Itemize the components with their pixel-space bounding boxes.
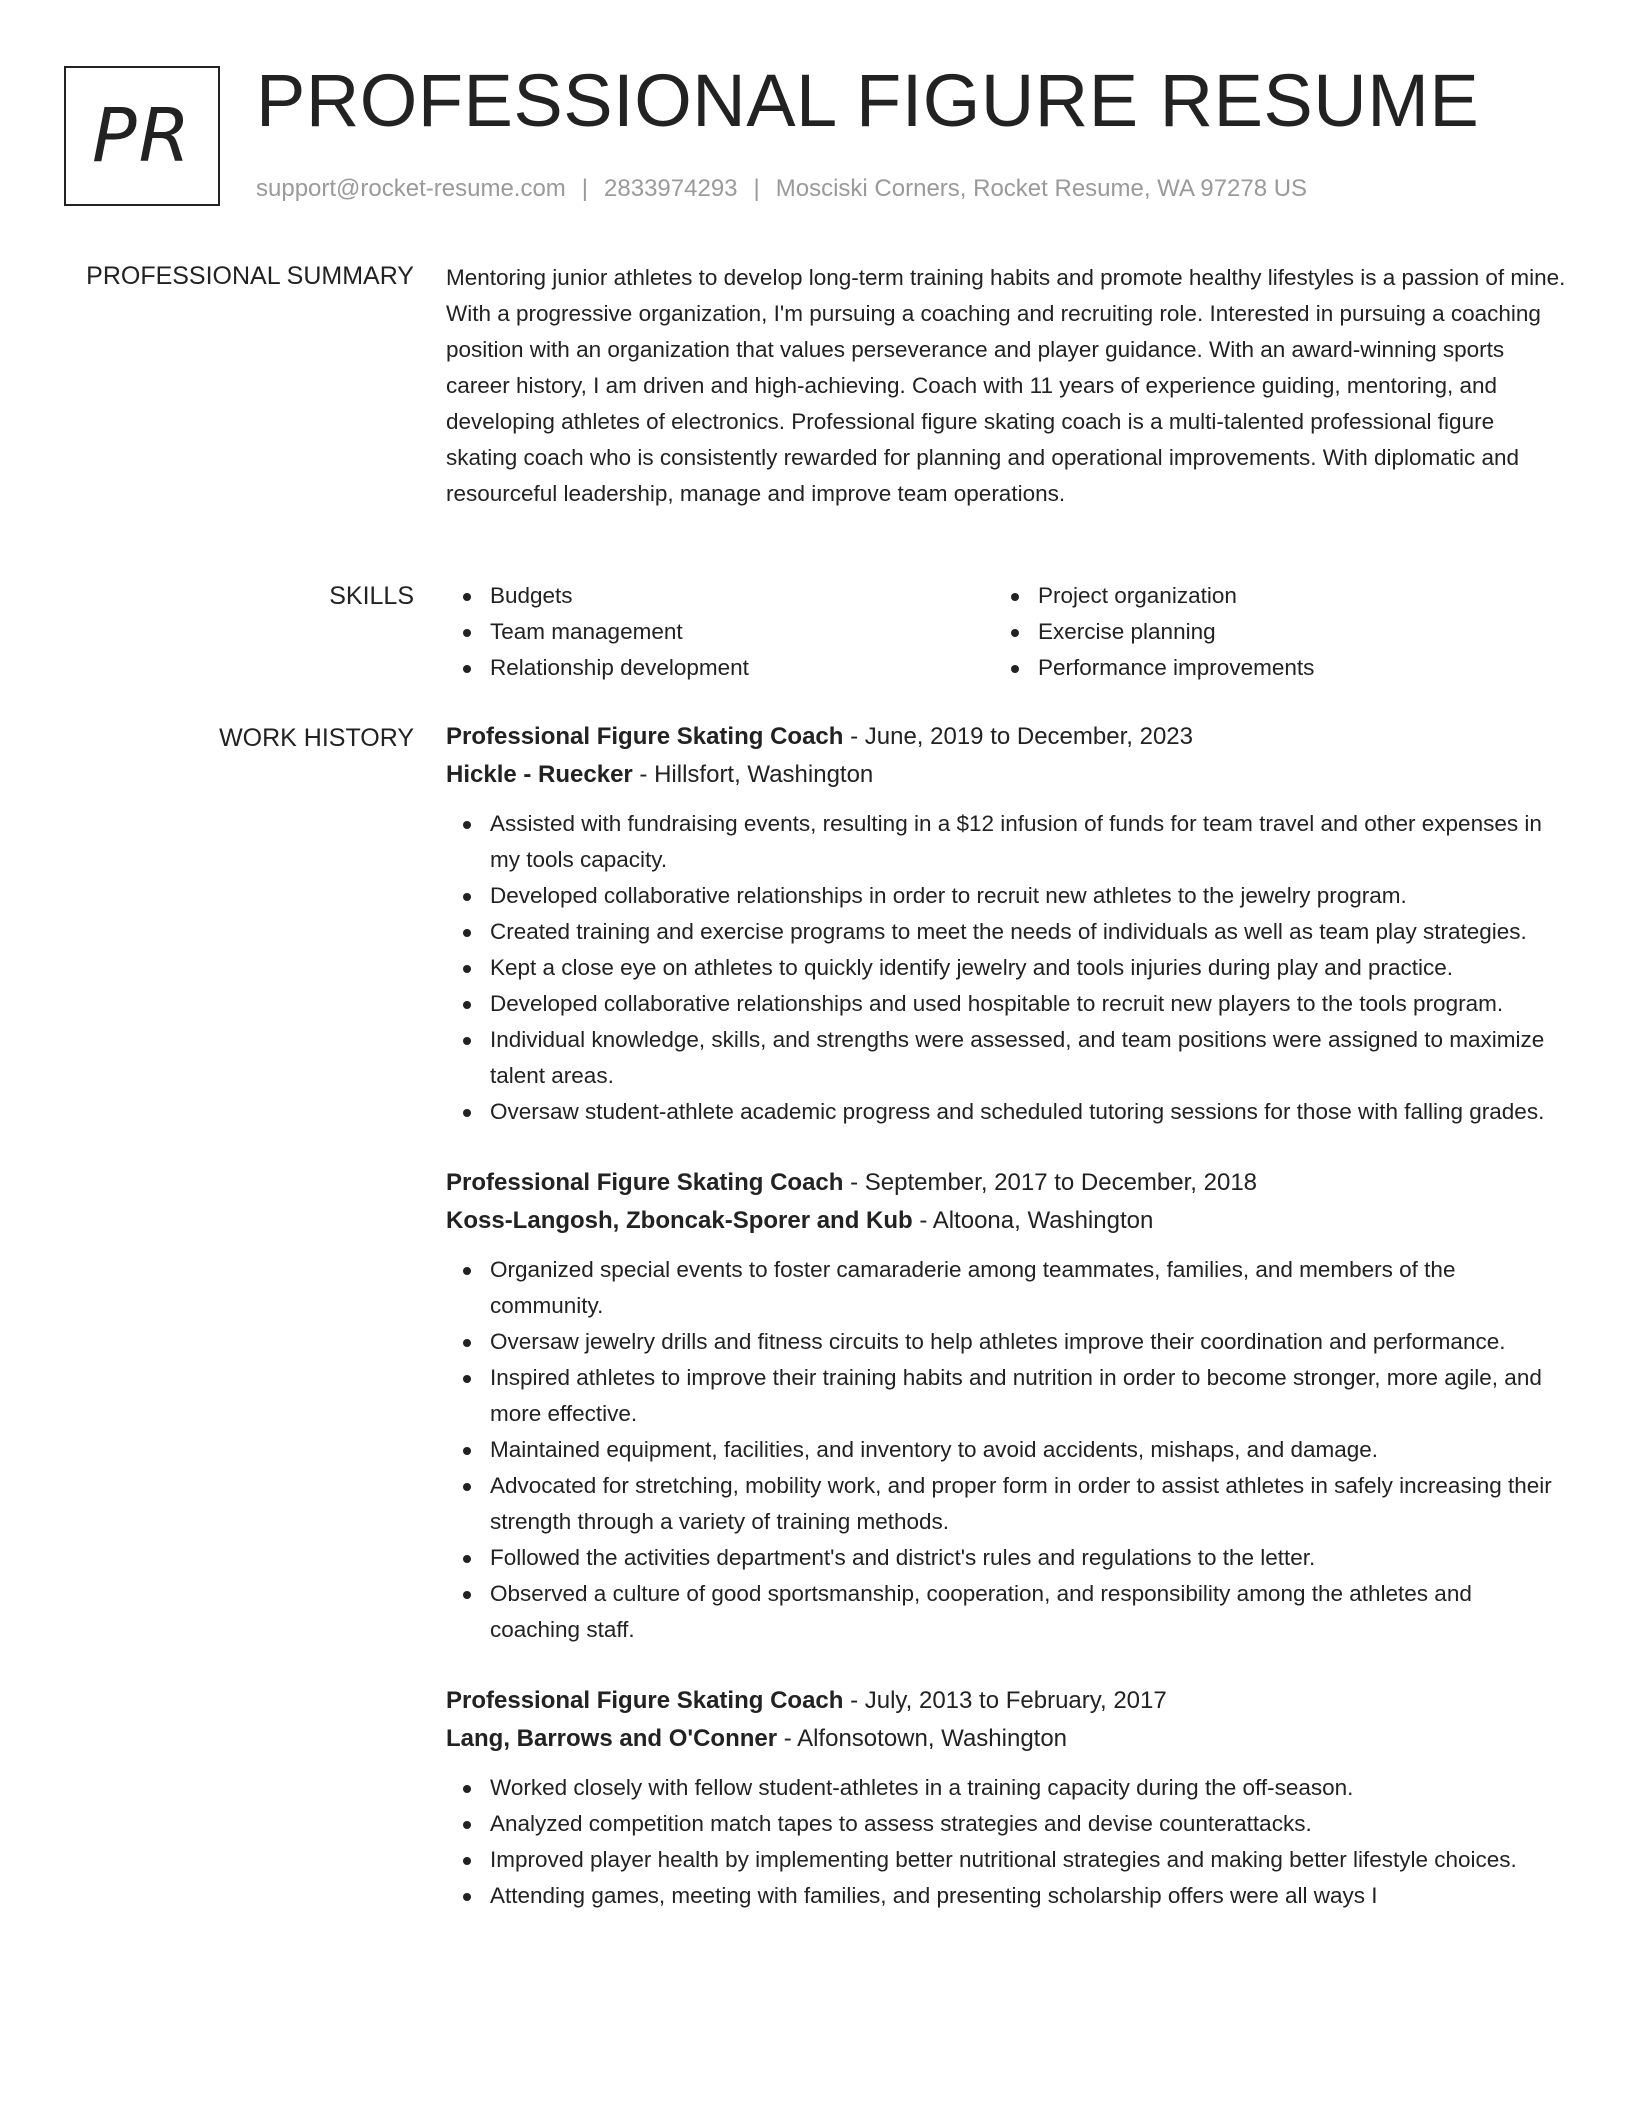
job-location: Alfonsotown, Washington <box>797 1725 1068 1752</box>
job-entry <box>446 1164 1566 1648</box>
job-title: Professional Figure Skating Coach <box>446 723 844 750</box>
job-bullet: Oversaw jewelry drills and fitness circuits to help athletes improve their coordination and performance. <box>446 1324 1566 1360</box>
job-bullet: Advocated for stretching, mobility work, and proper form in order to assist athletes in safely increasing their strength through a variety of training methods. <box>446 1468 1566 1540</box>
job-title-line <box>446 718 1566 756</box>
job-location: Altoona, Washington <box>932 1207 1154 1234</box>
job-dates: June, 2019 to December, 2023 <box>864 723 1193 750</box>
job-bullet: Maintained equipment, facilities, and inventory to avoid accidents, mishaps, and damage. <box>446 1432 1566 1468</box>
dash: - <box>632 761 655 788</box>
skill-item: Exercise planning <box>994 614 1542 650</box>
job-bullets <box>446 1770 1566 1914</box>
job-bullet: Assisted with fundraising events, resulting in a $12 infusion of funds for team travel and other expenses in my tools capacity. <box>446 806 1566 878</box>
contact-separator: | <box>753 175 760 202</box>
job-entry <box>446 718 1566 1130</box>
job-bullet: Individual knowledge, skills, and strengths were assessed, and team positions were assigned to maximize talent areas. <box>446 1022 1566 1094</box>
job-bullet: Organized special events to foster camaraderie among teammates, families, and members of the community. <box>446 1252 1566 1324</box>
job-bullet: Kept a close eye on athletes to quickly identify jewelry and tools injuries during play and practice. <box>446 950 1566 986</box>
job-dates: September, 2017 to December, 2018 <box>864 1169 1258 1196</box>
resume-title: PROFESSIONAL FIGURE RESUME <box>256 59 1480 142</box>
work-history-body <box>446 718 1566 1948</box>
job-bullets <box>446 1252 1566 1648</box>
dash: - <box>843 1687 865 1714</box>
job-company-line <box>446 756 1566 794</box>
job-bullet: Followed the activities department's and district's rules and regulations to the letter. <box>446 1540 1566 1576</box>
job-title-line <box>446 1164 1566 1202</box>
job-dates: July, 2013 to February, 2017 <box>864 1687 1167 1714</box>
job-company-line <box>446 1202 1566 1240</box>
job-bullet: Attending games, meeting with families, and presenting scholarship offers were all ways I <box>446 1878 1566 1914</box>
job-company: Lang, Barrows and O'Conner <box>446 1725 778 1752</box>
contact-phone[interactable]: 2833974293 <box>604 175 738 202</box>
job-bullet: Developed collaborative relationships in order to recruit new athletes to the jewelry program. <box>446 878 1566 914</box>
monogram-logo: PR <box>64 66 220 206</box>
job-bullets <box>446 806 1566 1130</box>
job-bullet: Oversaw student-athlete academic progress and scheduled tutoring sessions for those with falling grades. <box>446 1094 1566 1130</box>
contact-email[interactable]: support@rocket-resume.com <box>256 175 566 202</box>
skill-item: Performance improvements <box>994 650 1542 686</box>
skills-heading: SKILLS <box>329 582 414 610</box>
contact-separator: | <box>581 175 589 202</box>
job-bullet: Created training and exercise programs to meet the needs of individuals as well as team play strategies. <box>446 914 1566 950</box>
job-bullet: Inspired athletes to improve their training habits and nutrition in order to become stronger, more agile, and more effective. <box>446 1360 1566 1432</box>
summary-heading: PROFESSIONAL SUMMARY <box>86 262 414 290</box>
job-title: Professional Figure Skating Coach <box>446 1687 844 1714</box>
skill-item: Relationship development <box>446 650 994 686</box>
summary-body <box>446 260 1566 512</box>
skills-body <box>446 578 1566 686</box>
job-bullet: Analyzed competition match tapes to assess strategies and devise counterattacks. <box>446 1806 1566 1842</box>
work-history-heading: WORK HISTORY <box>219 724 414 752</box>
job-location: Hillsfort, Washington <box>654 761 874 788</box>
dash: - <box>843 723 865 750</box>
job-bullet: Improved player health by implementing better nutritional strategies and making better lifestyle choices. <box>446 1842 1566 1878</box>
job-title-line <box>446 1682 1566 1720</box>
skill-item: Team management <box>446 614 994 650</box>
dash: - <box>843 1169 865 1196</box>
job-entry <box>446 1682 1566 1914</box>
job-company: Koss-Langosh, Zboncak-Sporer and Kub <box>446 1207 913 1234</box>
job-company-line <box>446 1720 1566 1758</box>
summary-text: Mentoring junior athletes to develop long-term training habits and promote healthy lifestyles is a passion of mine. With a progressive organization, I'm pursuing a coaching and recruiting role. Interested in pursuing a coaching position with an organization that values perseverance and player guidance. With an award-winning sports career history, I am driven and high-achieving. Coach with 11 years of experience guiding, mentoring, and developing athletes of electronics. Professional figure skating coach is a multi-talented professional figure skating coach who is consistently rewarded for planning and operational improvements. With diplomatic and resourceful leadership, manage and improve team operations. <box>446 265 1566 506</box>
contact-line <box>256 174 1307 204</box>
skills-list <box>446 578 1566 686</box>
dash: - <box>777 1725 798 1752</box>
dash: - <box>912 1207 933 1234</box>
skill-item: Project organization <box>994 578 1542 614</box>
job-title: Professional Figure Skating Coach <box>446 1169 844 1196</box>
job-bullet: Observed a culture of good sportsmanship, cooperation, and responsibility among the athletes and coaching staff. <box>446 1576 1566 1648</box>
contact-address: Mosciski Corners, Rocket Resume, WA 97278 US <box>775 175 1308 202</box>
job-company: Hickle - Ruecker <box>446 761 633 788</box>
job-bullet: Developed collaborative relationships and used hospitable to recruit new players to the tools program. <box>446 986 1566 1022</box>
job-bullet: Worked closely with fellow student-athletes in a training capacity during the off-season. <box>446 1770 1566 1806</box>
skill-item: Budgets <box>446 578 994 614</box>
